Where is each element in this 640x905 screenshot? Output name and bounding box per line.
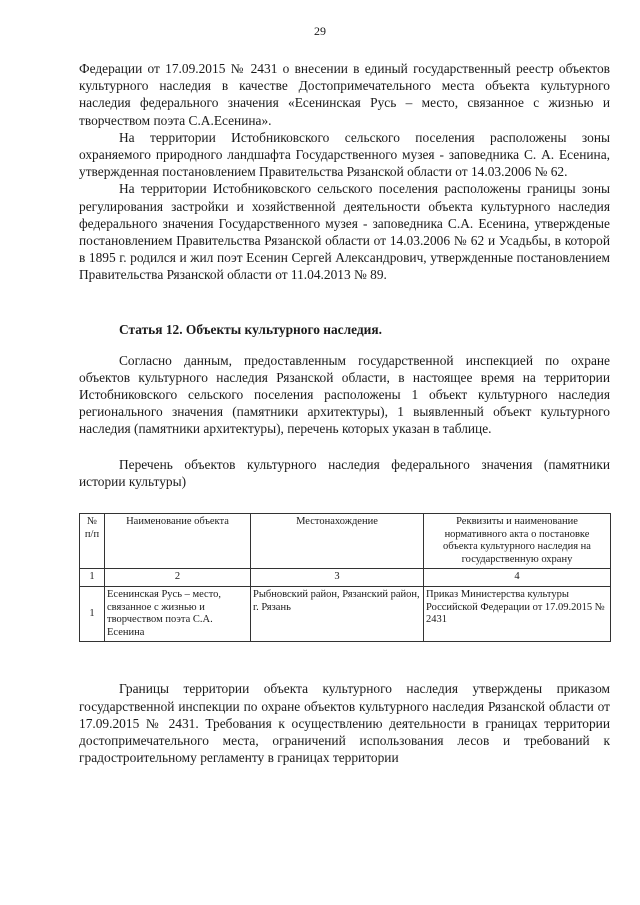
- table-cell: Приказ Министерства культуры Российской Федерации от 17.09.2015 № 2431: [424, 587, 611, 642]
- table-number-row: [80, 569, 611, 587]
- paragraph: Согласно данным, предоставленным государственной инспекцией по охране объектов культурного наследия Рязанской области, в настоящее время на территории Истобниковского сельского поселения расположены 1 объект культурного наследия регионального значения (памятники архитектуры), 1 выявленный объект культурного наследия (памятники архитектуры), перечень которых указан в таблице.: [79, 352, 610, 437]
- paragraph: На территории Истобниковского сельского поселения расположены границы зоны регулирования застройки и хозяйственной деятельности объекта культурного наследия федерального значения Государственного музея - заповедника С.А. Есенина, утвержденые постановлением Правительства Рязанской области от 14.03.2006 № 62 и Усадьбы, в которой в 1895 г. родился и жил поэт Есенин Сергей Александрович, утвержденные постановлением Правительства Рязанской области от 11.04.2013 № 89.: [79, 181, 610, 283]
- table-header-cell: Наименование объекта: [105, 514, 251, 569]
- table-cell: 1: [80, 569, 105, 587]
- document-body: [79, 60, 610, 766]
- table-cell: 2: [105, 569, 251, 587]
- table-header-cell: Реквизиты и наименование нормативного акта о постановке объекта культурного наследия на государственную охрану: [424, 514, 611, 569]
- table-cell: 3: [251, 569, 424, 587]
- table-cell: 4: [424, 569, 611, 587]
- table-caption: Перечень объектов культурного наследия федерального значения (памятники истории культуры): [79, 456, 610, 489]
- table-cell: 1: [80, 587, 105, 642]
- paragraph: Границы территории объекта культурного наследия утверждены приказом государственной инспекции по охране объектов культурного наследия Рязанской области от 17.09.2015 № 2431. Требования к осуществлению деятельности в границах территории достопримечательного места, ограничений использования лесов и требований к градостроительному регламенту в границах территории: [79, 681, 610, 766]
- table-header-cell: Местонахождение: [251, 514, 424, 569]
- heritage-table: [79, 513, 611, 642]
- page-number: 29: [314, 24, 326, 38]
- table-header-cell: № п/п: [80, 514, 105, 569]
- paragraph: Федерации от 17.09.2015 № 2431 о внесении в единый государственный реестр объектов культурного наследия в качестве Достопримечательного места объекта культурного наследия федерального значения «Есенинская Русь – место, связанное с жизнью и творчеством поэта С.А.Есенина».: [79, 61, 610, 128]
- article-heading: Статья 12. Объекты культурного наследия.: [119, 321, 382, 337]
- table-header-row: [80, 514, 611, 569]
- table-cell: Рыбновский район, Рязанский район, г. Рязань: [251, 587, 424, 642]
- paragraph: На территории Истобниковского сельского поселения расположены зоны охраняемого природного ландшафта Государственного музея - заповедника С. А. Есенина, утвержденная постановлением Правительства Рязанской области от 14.03.2006 № 62.: [79, 129, 610, 180]
- table-cell: Есенинская Русь – место, связанное с жизнью и творчеством поэта С.А. Есенина: [105, 587, 251, 642]
- table-row: [80, 587, 611, 642]
